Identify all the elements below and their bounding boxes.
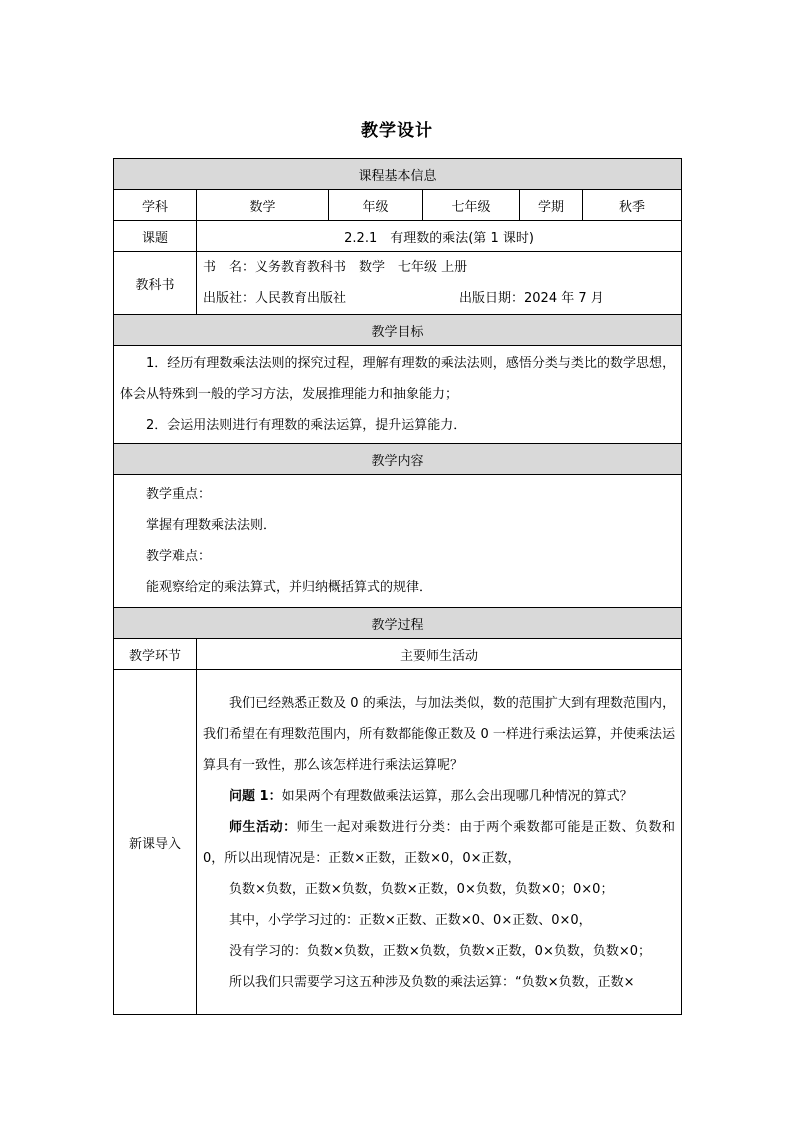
teacher-student-activity [203, 812, 675, 874]
stage-column-header: 教学环节 [114, 639, 197, 670]
objective-item: 2．会运用法则进行有理数的乘法运算，提升运算能力． [146, 418, 467, 433]
subject-value: 数学 [197, 190, 329, 221]
question-1-text: 如果两个有理数做乘法运算，那么会出现哪几种情况的算式？ [281, 789, 633, 804]
activity-text: 师生一起对乘数进行分类：由于两个乘数都可能是正数、负数和 0，所以出现情况是：正数×正数，正数×0，0×正数， [203, 820, 676, 866]
subject-label: 学科 [114, 190, 197, 221]
stage-name: 新课导入 [114, 670, 197, 1015]
question-1 [203, 781, 675, 812]
topic-value: 2.2.1 有理数的乘法(第 1 课时) [197, 221, 682, 252]
content-header: 教学内容 [114, 444, 682, 475]
process-header: 教学过程 [114, 608, 682, 639]
lesson-plan-table [113, 158, 682, 1015]
grade-label: 年级 [329, 190, 423, 221]
objective-item: 1．经历有理数乘法法则的探究过程，理解有理数的乘法法则，感悟分类与类比的数学思想，体会从特殊到一般的学习方法，发展推理能力和抽象能力； [120, 356, 676, 402]
activity-label: 师生活动： [229, 820, 297, 835]
publisher-row [203, 283, 675, 314]
activity-body [197, 670, 682, 1015]
content-body [114, 475, 682, 608]
activity-column-header: 主要师生活动 [197, 639, 682, 670]
term-label: 学期 [520, 190, 583, 221]
publish-date: 出版日期：2024 年 7 月 [459, 291, 604, 306]
topic-label: 课题 [114, 221, 197, 252]
objectives-header: 教学目标 [114, 315, 682, 346]
question-1-label: 问题 1： [229, 789, 282, 804]
grade-value: 七年级 [423, 190, 520, 221]
unlearned-cases-line: 没有学习的：负数×负数，正数×负数，负数×正数，0×负数，负数×0； [229, 944, 652, 959]
key-point-label: 教学重点： [146, 487, 212, 502]
case-list-line: 负数×负数，正数×负数，负数×正数，0×负数，负数×0；0×0； [229, 882, 614, 897]
intro-paragraph: 我们已经熟悉正数及 0 的乘法，与加法类似，数的范围扩大到有理数范围内，我们希望在有理数范围内，所有数都能像正数及 0 一样进行乘法运算，并使乘法运算具有一致性，那么该怎样进行乘法运算呢？ [203, 696, 676, 773]
difficulty-label: 教学难点： [146, 549, 212, 564]
textbook-info [197, 252, 682, 315]
basic-info-header: 课程基本信息 [114, 159, 682, 190]
objectives-body [114, 346, 682, 444]
term-value: 秋季 [583, 190, 682, 221]
conclusion-line: 所以我们只需要学习这五种涉及负数的乘法运算：“负数×负数，正数× [229, 975, 635, 990]
learned-cases-line: 其中，小学学习过的：正数×正数、正数×0、0×正数、0×0， [229, 913, 592, 928]
key-point: 掌握有理数乘法法则． [146, 518, 277, 533]
publisher: 出版社：人民教育出版社 [203, 291, 347, 306]
book-name-line: 书 名：义务教育教科书 数学 七年级 上册 [203, 260, 468, 275]
page-title: 教学设计 [361, 121, 433, 141]
difficulty: 能观察给定的乘法算式，并归纳概括算式的规律． [146, 580, 433, 595]
textbook-label: 教科书 [114, 252, 197, 315]
